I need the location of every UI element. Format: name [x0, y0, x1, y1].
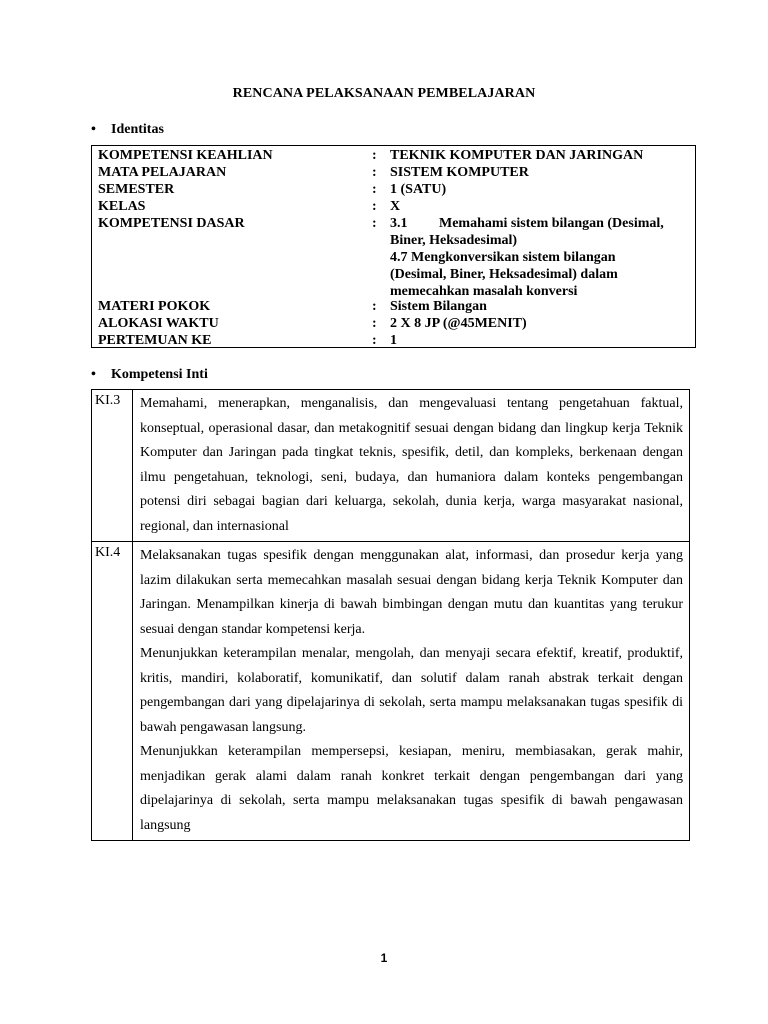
table-row: [92, 542, 690, 841]
identitas-colon: :: [372, 165, 377, 180]
kompetensi-inti-table: [91, 389, 690, 841]
identitas-label: ALOKASI WAKTU: [98, 316, 219, 331]
identitas-label: PERTEMUAN KE: [98, 333, 212, 348]
section-kompetensi-inti: [91, 367, 208, 383]
ki-paragraph: Melaksanakan tugas spesifik dengan menggunakan alat, informasi, dan prosedur kerja yang lazim dilakukan serta memecahkan masalah sesuai dengan bidang kerja Teknik Komputer dan Jaringan. Menampilkan kinerja di bawah bimbingan dengan mutu dan kuantitas yang terukur sesuai dengan standar kompetensi kerja.: [140, 548, 683, 637]
identitas-value: TEKNIK KOMPUTER DAN JARINGAN: [390, 148, 644, 163]
identitas-label: SEMESTER: [98, 182, 175, 197]
identitas-colon: :: [372, 199, 377, 214]
identitas-value: 2 X 8 JP (@45MENIT): [390, 316, 527, 331]
ki-paragraph: Menunjukkan keterampilan mempersepsi, kesiapan, meniru, membiasakan, gerak mahir, menjadikan gerak alami dalam ranah konkret terkait dengan pengembangan dari yang dipelajarinya di sekolah, serta mampu melaksanakan tugas spesifik di bawah pengawasan langsung: [140, 744, 683, 833]
identitas-colon: :: [372, 216, 377, 231]
kompetensi-dasar-line: 4.7 Mengkonversikan sistem bilangan: [390, 250, 616, 265]
identitas-colon: :: [372, 333, 377, 348]
identitas-colon: :: [372, 182, 377, 197]
identitas-label: MATERI POKOK: [98, 299, 211, 314]
ki-description: [133, 390, 690, 542]
section-identitas: [91, 122, 164, 138]
identitas-colon: :: [372, 316, 377, 331]
section-kompetensi-inti-label: Kompetensi Inti: [111, 367, 208, 382]
identitas-colon: :: [372, 148, 377, 163]
ki-paragraph: Memahami, menerapkan, menganalisis, dan mengevaluasi tentang pengetahuan faktual, konseptual, operasional dasar, dan metakognitif sesuai dengan bidang dan lingkup kerja Teknik Komputer dan Jaringan pada tingkat teknis, spesifik, detil, dan kompleks, berkenaan dengan ilmu pengetahuan, teknologi, seni, budaya, dan humaniora dalam konteks pengembangan potensi diri sebagai bagian dari keluarga, sekolah, dunia kerja, warga masyarakat nasional, regional, dan internasional: [140, 396, 683, 534]
ki-code: KI.3: [92, 390, 133, 542]
identitas-label: KOMPETENSI DASAR: [98, 216, 245, 231]
ki-paragraph: Menunjukkan keterampilan menalar, mengolah, dan menyaji secara efektif, kreatif, produktif, kritis, mandiri, kolaboratif, komunikatif, dan solutif dalam ranah abstrak terkait dengan pengembangan dari yang dipelajarinya di sekolah, serta mampu melaksanakan tugas spesifik di bawah pengawasan langsung.: [140, 646, 683, 735]
identitas-label: MATA PELAJARAN: [98, 165, 227, 180]
kompetensi-dasar-line: Biner, Heksadesimal): [390, 233, 518, 248]
kompetensi-dasar-line: (Desimal, Biner, Heksadesimal) dalam: [390, 267, 618, 282]
kompetensi-dasar-value: [390, 215, 690, 300]
document-title: RENCANA PELAKSANAAN PEMBELAJARAN: [232, 86, 536, 101]
identitas-label: KELAS: [98, 199, 146, 214]
section-identitas-label: Identitas: [111, 122, 164, 137]
table-row: [92, 390, 690, 542]
identitas-value: 1 (SATU): [390, 182, 447, 197]
identitas-table: [91, 145, 696, 348]
bullet-icon: •: [91, 122, 96, 137]
page-number: 1: [380, 951, 388, 965]
kompetensi-dasar-line: 3.1 Memahami sistem bilangan (Desimal,: [390, 216, 664, 231]
identitas-value: Sistem Bilangan: [390, 299, 487, 314]
identitas-colon: :: [372, 299, 377, 314]
identitas-value: SISTEM KOMPUTER: [390, 165, 529, 180]
identitas-value: X: [390, 199, 401, 214]
ki-description: [133, 542, 690, 841]
bullet-icon: •: [91, 367, 96, 382]
identitas-label: KOMPETENSI KEAHLIAN: [98, 148, 273, 163]
ki-code: KI.4: [92, 542, 133, 841]
identitas-value: 1: [390, 333, 397, 348]
kompetensi-dasar-line: memecahkan masalah konversi: [390, 284, 578, 299]
